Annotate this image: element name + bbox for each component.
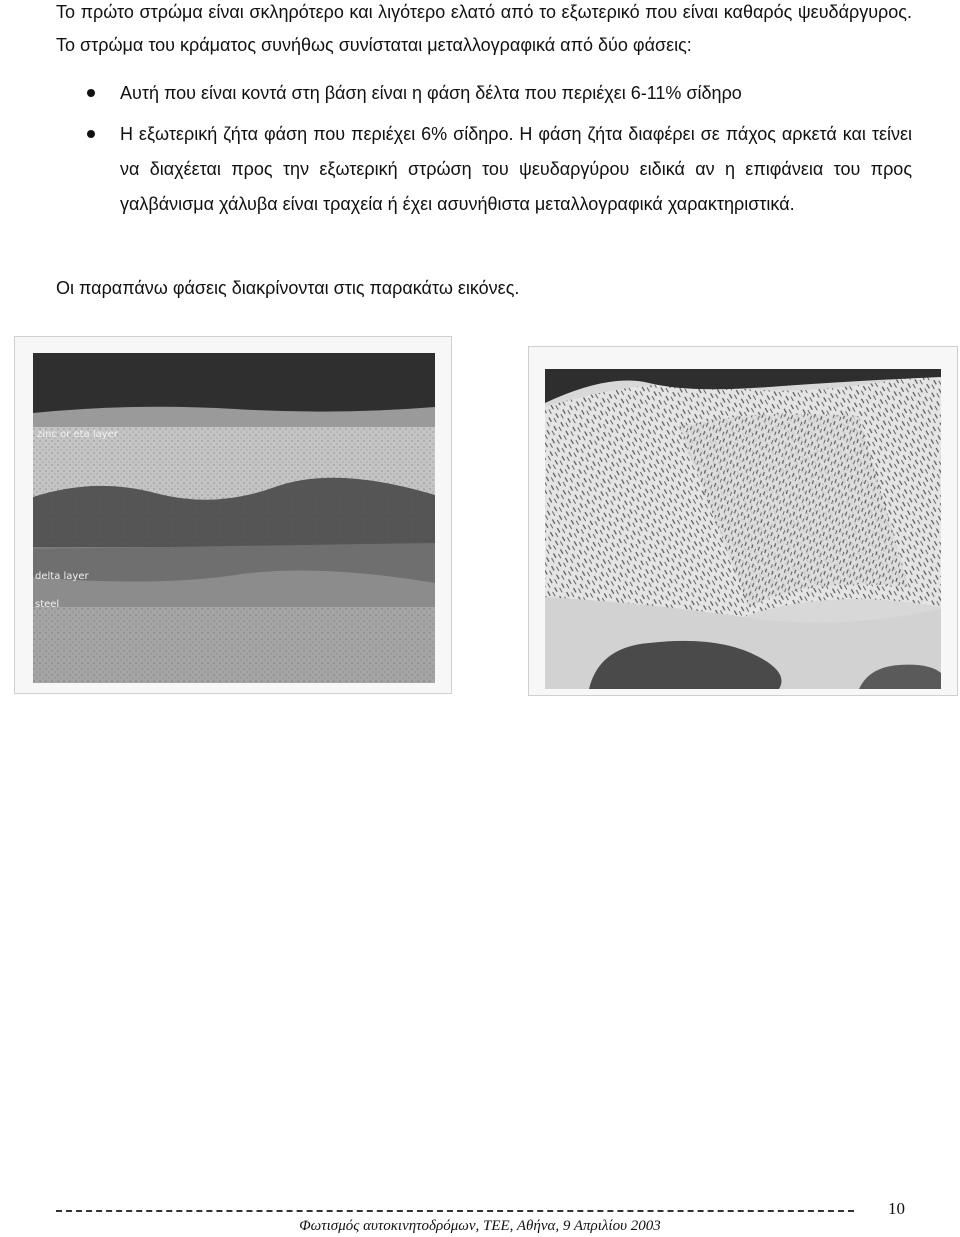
- page-number: 10: [888, 1199, 905, 1218]
- bullet-icon: [87, 130, 95, 138]
- micrograph-right: [528, 346, 958, 696]
- phase-list: [0, 76, 960, 222]
- bullet-icon: [87, 89, 95, 97]
- footer-text: Φωτισμός αυτοκινητοδρόμων, ΤΕΕ, Αθήνα, 9 Απριλίου 2003: [299, 1218, 661, 1234]
- list-item: [0, 76, 912, 111]
- closing-paragraph: Οι παραπάνω φάσεις διακρίνονται στις παρακάτω εικόνες.: [56, 278, 520, 298]
- list-item-text: Αυτή που είναι κοντά στη βάση είναι η φάση δέλτα που περιέχει 6-11% σίδηρο: [120, 83, 742, 103]
- micrograph-left-image: [15, 337, 451, 693]
- list-item: [0, 117, 912, 222]
- micrograph-left: [14, 336, 452, 694]
- zinc-layer-label: zinc or eta layer: [37, 429, 118, 440]
- list-item-text: Η εξωτερική ζήτα φάση που περιέχει 6% σίδηρο. Η φάση ζήτα διαφέρει σε πάχος αρκετά και τείνει να διαχέεται προς την εξωτερική στρώση του ψευδαργύρου ειδικά αν η επιφάνεια του προς γαλβάνισμα χάλυβα είναι τραχεία ή έχει ασυνήθιστα μεταλλογραφικά χαρακτηριστικά.: [120, 124, 912, 214]
- micrograph-right-image: [529, 347, 957, 695]
- footer-divider: [56, 1210, 854, 1212]
- steel-label: steel: [35, 599, 60, 610]
- delta-layer-label: delta layer: [35, 571, 89, 582]
- intro-paragraph: Το πρώτο στρώμα είναι σκληρότερο και λιγότερο ελατό από το εξωτερικό που είναι καθαρός ψευδάργυρος. Το στρώμα του κράματος συνήθως συνίσταται μεταλλογραφικά από δύο φάσεις:: [56, 2, 912, 55]
